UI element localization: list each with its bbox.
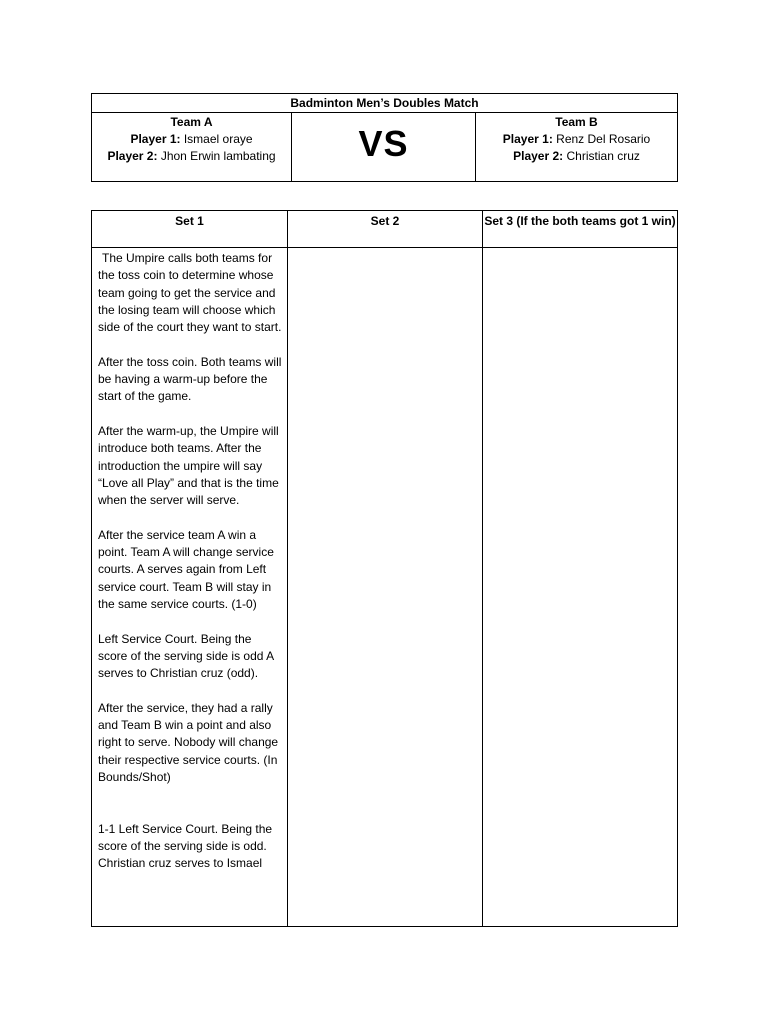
team-a-player1 xyxy=(92,131,291,148)
set2-header: Set 2 xyxy=(288,211,483,247)
set1-paragraph: The Umpire calls both teams for the toss coin to determine whose team going to get the service and the losing team will choose which side of the court they want to start. xyxy=(98,251,282,335)
set1-paragraph: After the toss coin. Both teams will be having a warm-up before the start of the game. xyxy=(98,354,282,404)
set3-cell xyxy=(483,248,677,927)
vs-cell xyxy=(292,113,476,182)
sets-body-row xyxy=(92,248,677,927)
team-a-player1-label: Player 1: xyxy=(130,132,181,146)
set1-paragraph: After the warm-up, the Umpire will introduce both teams. After the introduction the umpire will say “Love all Play” and that is the time when the server will serve. xyxy=(98,423,279,508)
set3-header: Set 3 (If the both teams got 1 win) xyxy=(484,214,676,228)
set2-cell xyxy=(288,248,483,927)
team-a-name: Team A xyxy=(170,115,213,129)
match-title: Badminton Men’s Doubles Match xyxy=(92,94,677,113)
vs-label: VS xyxy=(358,122,409,164)
set1-paragraph: 1-1 Left Service Court. Being the score of the serving side is odd. Christian cruz serves to Ismael xyxy=(98,821,273,871)
team-b-player1-label: Player 1: xyxy=(502,132,553,146)
set1-paragraph: After the service, they had a rally and Team B win a point and also right to serve. Nobody will change their respective service courts. (In Bounds/Shot) xyxy=(98,700,279,784)
teams-row xyxy=(92,113,677,182)
team-a-player2 xyxy=(92,148,291,165)
team-b-cell xyxy=(476,113,677,182)
team-b-player2-label: Player 2: xyxy=(513,149,564,163)
sets-header-row xyxy=(92,211,677,248)
set1-paragraph: Left Service Court. Being the score of the serving side is odd A serves to Christian cruz (odd). xyxy=(98,631,274,681)
team-a-player2-label: Player 2: xyxy=(107,149,158,163)
team-a-player1-name: Ismael oraye xyxy=(183,132,253,146)
team-a-cell xyxy=(92,113,292,182)
sets-table xyxy=(91,210,678,927)
team-b-player2 xyxy=(476,148,677,165)
team-a-player2-name: Jhon Erwin lambating xyxy=(160,149,276,163)
set1-cell xyxy=(92,248,288,927)
set1-header: Set 1 xyxy=(92,211,288,247)
match-header-table xyxy=(91,93,678,182)
team-b-player2-name: Christian cruz xyxy=(566,149,640,163)
set1-paragraph: After the service team A win a point. Team A will change service courts. A serves again from Left service court. Team B will stay in the same service courts. (1-0) xyxy=(98,527,274,611)
team-b-name: Team B xyxy=(555,115,598,129)
team-b-player1 xyxy=(476,131,677,148)
team-b-player1-name: Renz Del Rosario xyxy=(556,132,651,146)
